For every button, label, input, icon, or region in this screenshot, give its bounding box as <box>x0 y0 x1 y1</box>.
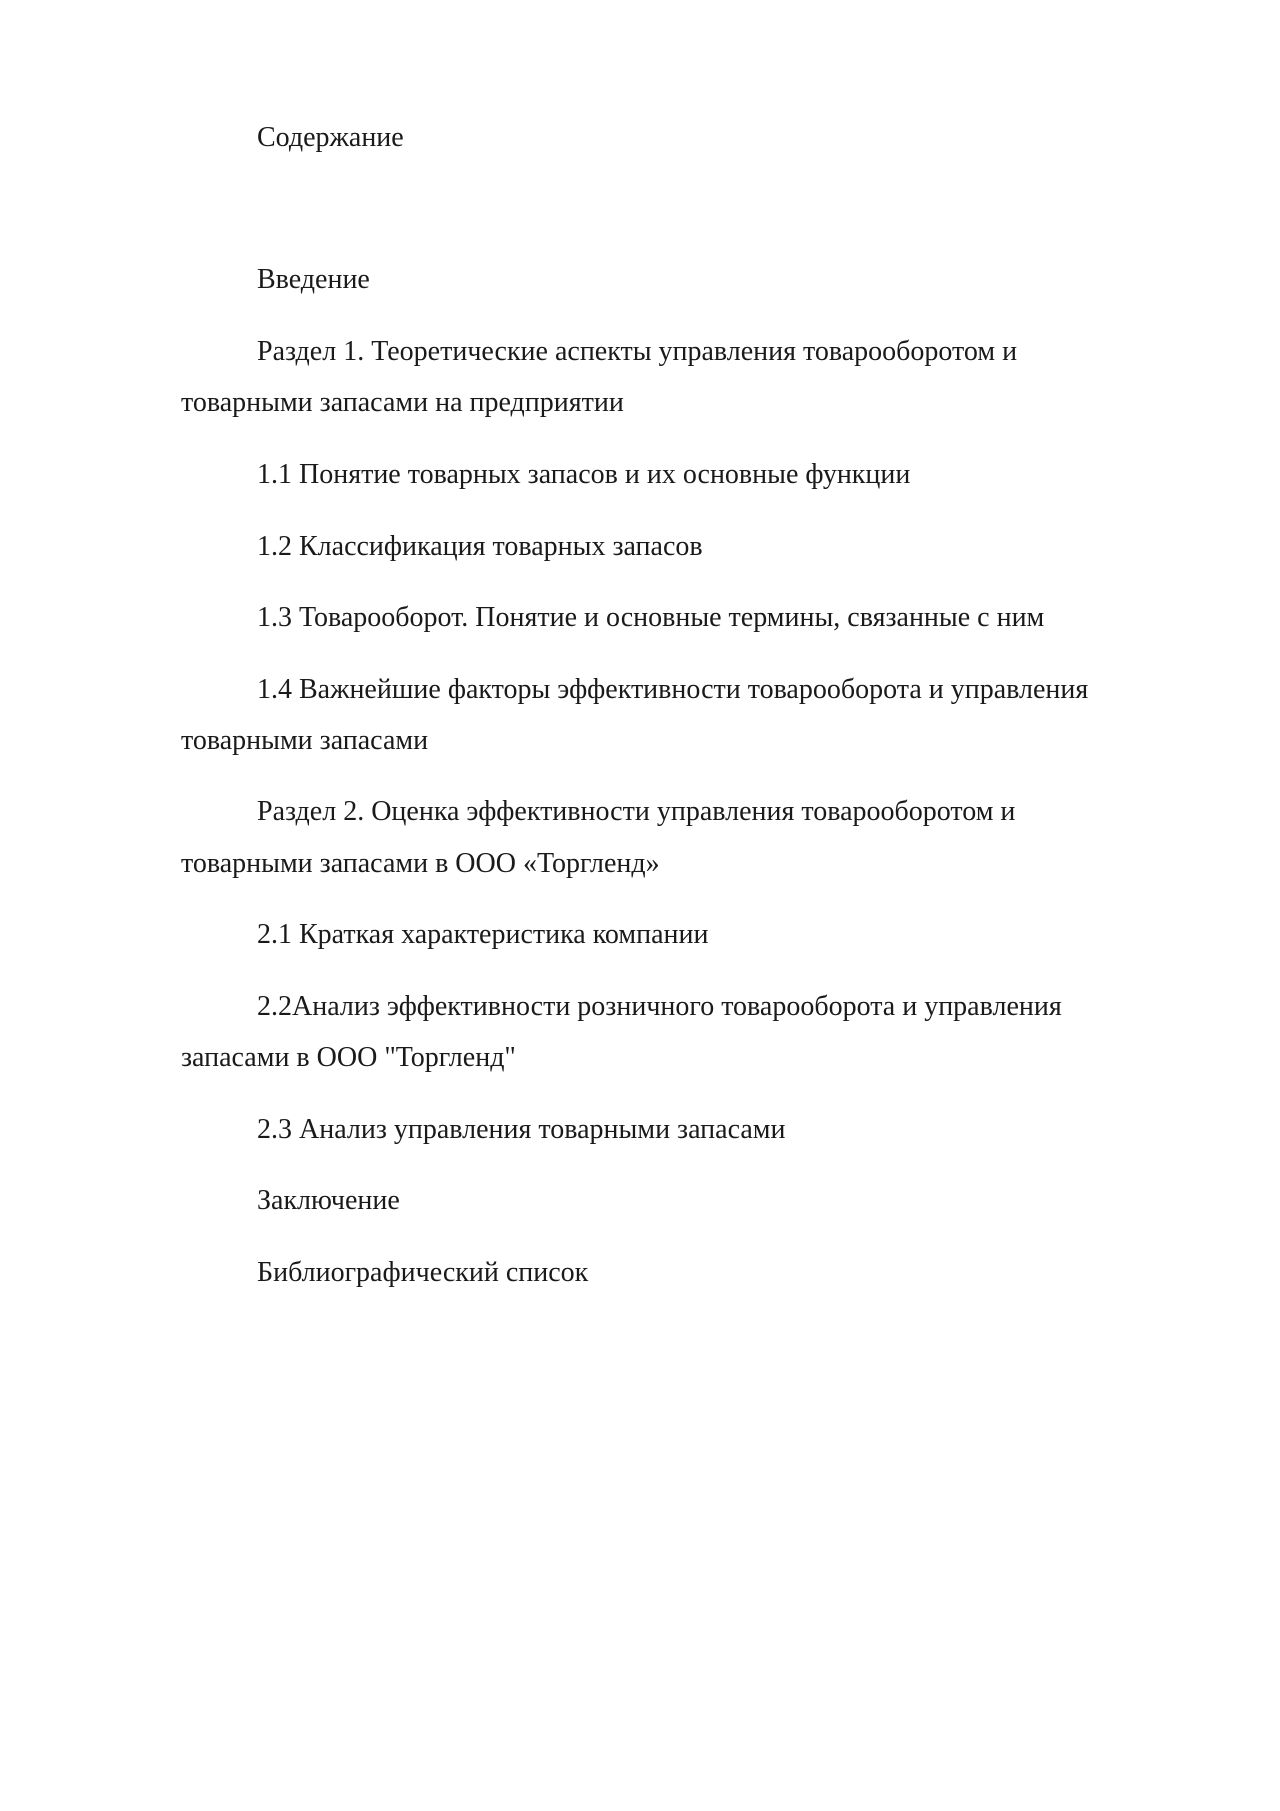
toc-entry-1-1: 1.1 Понятие товарных запасов и их основные функции <box>257 459 911 490</box>
toc-title: Содержание <box>257 122 404 153</box>
toc-entry-2-2-cont: запасами в ООО "Торгленд" <box>181 1042 516 1073</box>
toc-entry-bibliography: Библиографический список <box>257 1257 589 1288</box>
toc-entry-section-2: Раздел 2. Оценка эффективности управления товарооборотом и <box>257 796 1016 827</box>
toc-entry-1-2: 1.2 Классификация товарных запасов <box>257 531 703 562</box>
toc-entry-section-2-cont: товарными запасами в ООО «Торгленд» <box>181 848 660 879</box>
toc-entry-2-2: 2.2Анализ эффективности розничного товарооборота и управления <box>257 991 1062 1022</box>
toc-entry-section-1-cont: товарными запасами на предприятии <box>181 387 624 418</box>
toc-entry-1-3: 1.3 Товарооборот. Понятие и основные термины, связанные с ним <box>257 602 1045 633</box>
toc-entry-1-4: 1.4 Важнейшие факторы эффективности товарооборота и управления <box>257 674 1089 705</box>
toc-entry-2-3: 2.3 Анализ управления товарными запасами <box>257 1114 786 1145</box>
toc-entry-1-4-cont: товарными запасами <box>181 725 429 756</box>
toc-entry-conclusion: Заключение <box>257 1185 400 1216</box>
toc-entry-introduction: Введение <box>257 264 370 295</box>
toc-entry-2-1: 2.1 Краткая характеристика компании <box>257 919 709 950</box>
toc-entry-section-1: Раздел 1. Теоретические аспекты управления товарооборотом и <box>257 336 1018 367</box>
